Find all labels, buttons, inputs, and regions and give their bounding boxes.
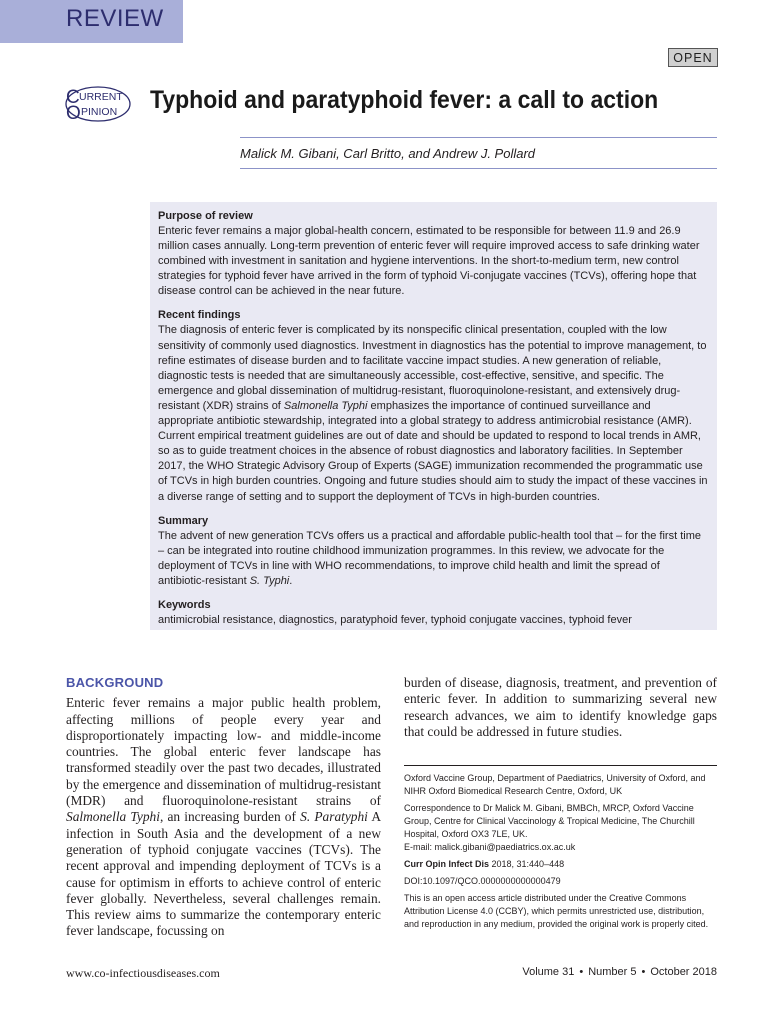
open-access-badge: OPEN xyxy=(668,48,718,67)
background-heading: BACKGROUND xyxy=(66,675,164,690)
body-column-right xyxy=(404,675,717,740)
keywords-heading: Keywords xyxy=(158,598,211,611)
issue-date: October 2018 xyxy=(650,966,717,978)
summary-heading: Summary xyxy=(158,514,209,527)
section-tag xyxy=(0,0,183,43)
author-list: Malick M. Gibani, Carl Britto, and Andrew J. Pollard xyxy=(240,146,536,161)
current-opinion-logo xyxy=(64,84,132,124)
affiliation-block xyxy=(404,772,717,935)
article-title: Typhoid and paratyphoid fever: a call to action xyxy=(150,86,659,114)
logo-line1: URRENT xyxy=(79,91,123,103)
title-rule-bottom xyxy=(240,168,717,169)
affiliation-separator xyxy=(404,765,717,766)
svg-text:C: C xyxy=(66,87,80,108)
doi: DOI:10.1097/QCO.0000000000000479 xyxy=(404,876,561,886)
license-text: This is an open access article distributed under the Creative Commons Attribution License 4.0 (CCBY), which permits unrestricted use, distribution, and reproduction in any medium, provided the original work is properly cited. xyxy=(404,893,709,929)
email: E-mail: malick.gibani@paediatrics.ox.ac.uk xyxy=(404,842,576,852)
abstract-keywords xyxy=(158,598,708,628)
logo-line2: PINION xyxy=(81,106,118,118)
summary-text: The advent of new generation TCVs offers us a practical and affordable public-health tool that – for the first time – can be integrated into routine childhood immunization programmes. In this review, we advocate for the deployment of TCVs in line with WHO recommendations, to improve child health and limit the spread of antibiotic-resistant S. Typhi. xyxy=(158,529,701,587)
abstract-purpose xyxy=(158,209,708,299)
volume: Volume 31 xyxy=(522,966,575,978)
issue-info xyxy=(522,966,717,978)
abstract-summary xyxy=(158,514,708,589)
findings-text: The diagnosis of enteric fever is complicated by its nonspecific clinical presentation, coupled with the low sensitivity of commonly used diagnostics. Investment in diagnostics has the potential to improve management, to refine estimates of disease burden and to facilitate vaccine impact studies. A new generation of reliable, diagnostic tests is needed that are simultaneously accessible, cost-effective, sensitive, and specific. The emergence and global dissemination of multidrug-resistant, fluoroquinolone-resistant, and extensively drug-resistant (XDR) strains of Salmonella Typhi emphasizes the importance of continued surveillance and appropriate antibiotic stewardship, integrated into a global strategy to address antimicrobial resistance (AMR). Current empirical treatment guidelines are out of date and should be updated to respond to local trends in AMR, so as to guide treatment choices in the absence of robust diagnostics and laboratory facilities. In September 2017, the WHO Strategic Advisory Group of Experts (SAGE) immunization recommended the programmatic use of TCVs in high burden countries. Ongoing and future studies should aim to study the impact of these vaccines in a diverse range of setting and to support the deployment of TCVs in high-burden countries. xyxy=(158,324,708,503)
section-tag-label: REVIEW xyxy=(66,5,164,32)
citation: Curr Opin Infect Dis 2018, 31:440–448 xyxy=(404,859,565,869)
background-continued: burden of disease, diagnosis, treatment, and prevention of enteric fever. In addition to summarizing several new research advances, we aim to identify knowledge gaps that could be addressed in future studies. xyxy=(404,675,717,739)
affiliation-org: Oxford Vaccine Group, Department of Paediatrics, University of Oxford, and NIHR Oxford Biomedical Research Centre, Oxford, UK xyxy=(404,773,706,796)
bullet-separator: • xyxy=(579,966,584,978)
findings-heading: Recent findings xyxy=(158,309,241,322)
abstract-box xyxy=(150,202,717,630)
purpose-heading: Purpose of review xyxy=(158,210,253,222)
purpose-text: Enteric fever remains a major global-health concern, estimated to be responsible for between 11.9 and 26.9 million cases annually. Long-term prevention of enteric fever will require improved access to safe drinking water combined with investment in sanitation and hygiene interventions. In the short-to-medium term, new control strategies for typhoid fever have arrived in the form of typhoid Vi-conjugate vaccines (TCVs), offering hope that disease control can be achieved in the near future. xyxy=(158,225,700,298)
svg-text:O: O xyxy=(66,103,81,124)
abstract-findings xyxy=(158,308,708,504)
correspondence: Correspondence to Dr Malick M. Gibani, BMBCh, MRCP, Oxford Vaccine Group, Centre for Clinical Vaccinology & Tropical Medicine, The Churchill Hospital, Oxford OX3 7LE, UK. xyxy=(404,803,695,839)
logo-graphic xyxy=(64,84,132,124)
bullet-separator: • xyxy=(641,966,646,978)
background-paragraph: Enteric fever remains a major public health problem, affecting millions of people every year and disproportionately impacting low- and middle-income countries. The global enteric fever landscape has transformed steadily over the past two decades, illustrated by the emergence and dissemination of multidrug-resistant (MDR) and fluoroquinolone-resistant strains of Salmonella Typhi, an increasing burden of S. Paratyphi A infection in South Asia and the development of a new generation of typhoid conjugate vaccines (TCVs). The recent approval and impending deployment of TCVs is a cause for optimism in efforts to achieve control of enteric fever globally. Nevertheless, several challenges remain. This review aims to summarize the contemporary enteric fever landscape, focussing on xyxy=(66,695,382,939)
issue-number: Number 5 xyxy=(588,966,637,978)
title-rule-top xyxy=(240,137,717,138)
keywords-text: antimicrobial resistance, diagnostics, paratyphoid fever, typhoid conjugate vaccines, typhoid fever xyxy=(158,613,632,626)
journal-url: www.co-infectiousdiseases.com xyxy=(66,966,220,980)
body-column-left xyxy=(66,675,381,940)
